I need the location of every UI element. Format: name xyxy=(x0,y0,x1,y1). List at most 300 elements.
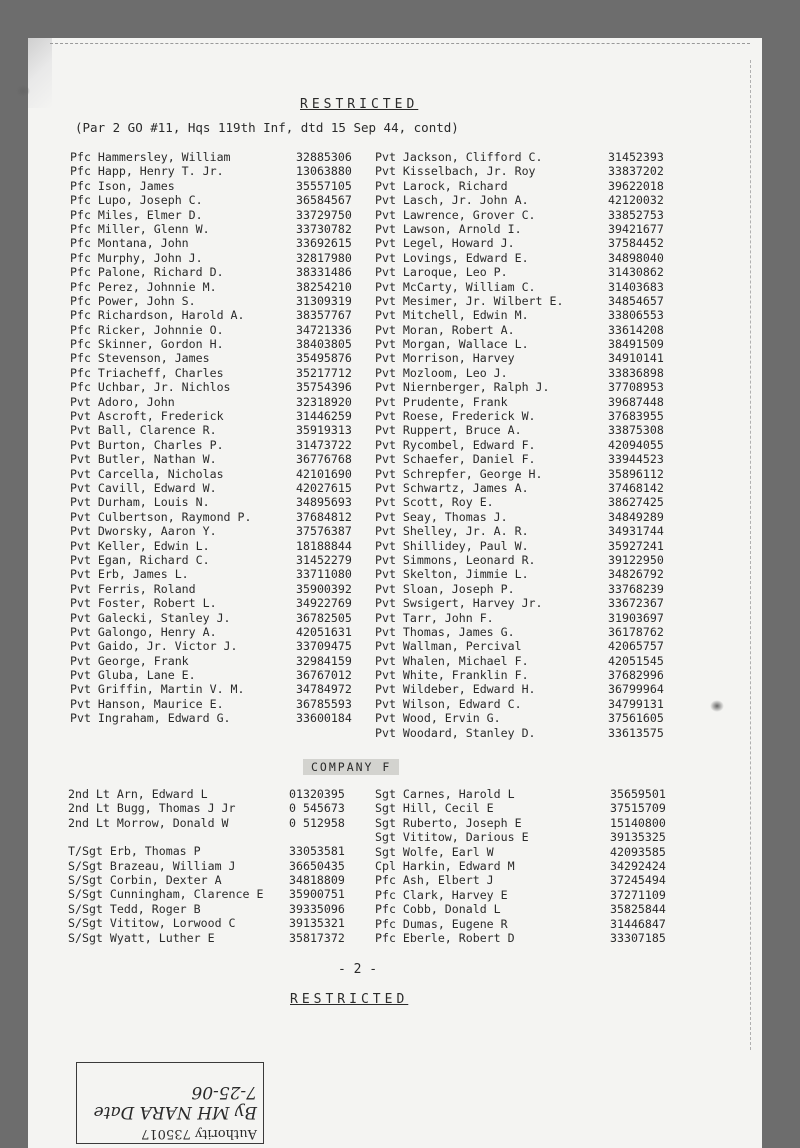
page-number: - 2 - xyxy=(338,962,378,977)
serial-number: 37271109 xyxy=(610,887,666,902)
soldier-name: Pvt Foster, Robert L. xyxy=(70,596,217,611)
soldier-name: Pvt Legel, Howard J. xyxy=(375,236,515,251)
roster-entry xyxy=(70,438,370,452)
serial-number: 35900392 xyxy=(296,581,352,596)
roster-entry xyxy=(70,481,370,495)
serial-number: 31903697 xyxy=(608,610,664,625)
soldier-name: Pvt Butler, Nathan W. xyxy=(70,452,217,467)
roster-entry xyxy=(70,682,370,696)
soldier-name: Pvt Schwartz, James A. xyxy=(375,480,529,495)
roster-entry xyxy=(68,902,368,916)
soldier-name: Pvt Kisselbach, Jr. Roy xyxy=(375,164,536,179)
serial-number: 38254210 xyxy=(296,279,352,294)
ink-blot xyxy=(16,85,30,97)
roster-entry xyxy=(375,582,675,596)
soldier-name: Pvt Wilson, Edward C. xyxy=(375,696,522,711)
serial-number: 42051631 xyxy=(296,624,352,639)
roster-entry xyxy=(375,787,675,801)
soldier-name: Pvt Simmons, Leonard R. xyxy=(375,552,536,567)
soldier-name: S/Sgt Vititow, Lorwood C xyxy=(68,916,236,931)
roster-entry xyxy=(70,596,370,610)
roster-entry xyxy=(375,423,675,437)
soldier-name: Pvt Prudente, Frank xyxy=(375,394,508,409)
soldier-name: Pvt Jackson, Clifford C. xyxy=(375,150,543,164)
serial-number: 33711080 xyxy=(296,567,352,582)
serial-number: 34898040 xyxy=(608,250,664,265)
soldier-name: Pvt Laroque, Leo P. xyxy=(375,265,508,280)
serial-number: 33944523 xyxy=(608,452,664,467)
roster-entry xyxy=(375,816,675,830)
serial-number: 32885306 xyxy=(296,150,352,164)
roster-entry xyxy=(375,193,675,207)
soldier-name: Pfc Stevenson, James xyxy=(70,351,210,366)
serial-number: 42051545 xyxy=(608,653,664,668)
serial-number: 31452279 xyxy=(296,552,352,567)
serial-number: 34931744 xyxy=(608,524,664,539)
serial-number: 32984159 xyxy=(296,653,352,668)
soldier-name: Sgt Hill, Cecil E xyxy=(375,801,494,816)
serial-number: 37584452 xyxy=(608,236,664,251)
roster-entry xyxy=(375,888,675,902)
roster-entry xyxy=(375,639,675,653)
roster-entry xyxy=(375,179,675,193)
soldier-name: Pvt Wallman, Percival xyxy=(375,639,522,654)
serial-number: 34910141 xyxy=(608,351,664,366)
serial-number: 33729750 xyxy=(296,207,352,222)
roster-entry xyxy=(375,539,675,553)
serial-number: 38357767 xyxy=(296,308,352,323)
serial-number: 35817372 xyxy=(289,930,345,945)
roster-entry xyxy=(375,236,675,250)
serial-number: 36785593 xyxy=(296,696,352,711)
declassification-stamp xyxy=(76,1062,264,1144)
roster-entry xyxy=(375,380,675,394)
serial-number: 35919313 xyxy=(296,423,352,438)
soldier-name: Pvt Culbertson, Raymond P. xyxy=(70,509,252,524)
soldier-name: Pfc Uchbar, Jr. Nichlos xyxy=(70,380,231,395)
serial-number: 18188844 xyxy=(296,538,352,553)
soldier-name: Pvt Ferris, Roland xyxy=(70,581,196,596)
serial-number: 39135325 xyxy=(610,830,666,845)
soldier-name: Pvt Rycombel, Edward F. xyxy=(375,437,536,452)
roster-entry xyxy=(70,265,370,279)
roster-entry xyxy=(375,164,675,178)
company-heading: COMPANY F xyxy=(303,759,399,775)
roster-entry xyxy=(68,830,368,844)
roster-entry xyxy=(70,510,370,524)
serial-number: 42101690 xyxy=(296,466,352,481)
soldier-name: Pvt Tarr, John F. xyxy=(375,610,494,625)
soldier-name: Pfc Ash, Elbert J xyxy=(375,873,494,888)
serial-number: 37468142 xyxy=(608,480,664,495)
restricted-header: RESTRICTED xyxy=(300,97,419,112)
roster-entry xyxy=(70,668,370,682)
soldier-name: Pvt Morrison, Harvey xyxy=(375,351,515,366)
roster-entry xyxy=(375,208,675,222)
serial-number: 31430862 xyxy=(608,265,664,280)
roster-entry xyxy=(375,611,675,625)
roster-entry xyxy=(375,726,675,740)
roster-entry xyxy=(375,481,675,495)
serial-number: 37515709 xyxy=(610,801,666,816)
serial-number: 34922769 xyxy=(296,596,352,611)
soldier-name: Pvt Shelley, Jr. A. R. xyxy=(375,524,529,539)
soldier-name: Pvt Keller, Edwin L. xyxy=(70,538,210,553)
roster-entry xyxy=(375,467,675,481)
serial-number: 34799131 xyxy=(608,696,664,711)
serial-number: 36178762 xyxy=(608,624,664,639)
soldier-name: Pvt Ingraham, Edward G. xyxy=(70,711,231,726)
serial-number: 35900751 xyxy=(289,887,345,902)
soldier-name: Pvt Niernberger, Ralph J. xyxy=(375,380,550,395)
roster-entry xyxy=(375,682,675,696)
soldier-name: Pvt Skelton, Jimmie L. xyxy=(375,567,529,582)
soldier-name: Pvt Shillidey, Paul W. xyxy=(375,538,529,553)
right-border xyxy=(750,60,751,1050)
roster-entry xyxy=(375,902,675,916)
serial-number: 42065757 xyxy=(608,639,664,654)
serial-number: 39421677 xyxy=(608,221,664,236)
serial-number: 34854657 xyxy=(608,293,664,308)
serial-number: 36650435 xyxy=(289,858,345,873)
serial-number: 42093585 xyxy=(610,844,666,859)
soldier-name: Pvt Schaefer, Daniel F. xyxy=(375,452,536,467)
roster-entry xyxy=(375,654,675,668)
soldier-name: Pvt Wildeber, Edward H. xyxy=(375,682,536,697)
order-reference: (Par 2 GO #11, Hqs 119th Inf, dtd 15 Sep 44, contd) xyxy=(75,120,459,135)
roster-entry xyxy=(375,395,675,409)
roster-entry xyxy=(70,351,370,365)
soldier-name: Pfc Ricker, Johnnie O. xyxy=(70,322,224,337)
soldier-name: T/Sgt Erb, Thomas P xyxy=(68,844,201,859)
roster-entry xyxy=(70,208,370,222)
company-right-column xyxy=(375,787,675,945)
soldier-name: Pvt George, Frank xyxy=(70,653,189,668)
soldier-name: Pvt Egan, Richard C. xyxy=(70,552,210,567)
roster-entry xyxy=(375,596,675,610)
soldier-name: Sgt Carnes, Harold L xyxy=(375,787,515,801)
soldier-name: Sgt Vititow, Darious E xyxy=(375,830,529,845)
roster-entry xyxy=(70,308,370,322)
roster-entry xyxy=(70,639,370,653)
serial-number: 35754396 xyxy=(296,380,352,395)
serial-number: 13063880 xyxy=(296,164,352,179)
serial-number: 35217712 xyxy=(296,365,352,380)
roster-entry xyxy=(375,495,675,509)
serial-number: 31309319 xyxy=(296,293,352,308)
roster-entry xyxy=(375,711,675,725)
serial-number: 0 512958 xyxy=(289,815,345,830)
soldier-name: Pfc Richardson, Harold A. xyxy=(70,308,245,323)
soldier-name: 2nd Lt Arn, Edward L xyxy=(68,787,208,801)
serial-number: 38491509 xyxy=(608,337,664,352)
roster-entry xyxy=(70,294,370,308)
serial-number: 33806553 xyxy=(608,308,664,323)
top-border xyxy=(50,43,750,44)
roster-entry xyxy=(375,308,675,322)
roster-entry xyxy=(375,524,675,538)
roster-entry xyxy=(70,654,370,668)
serial-number: 39335096 xyxy=(289,901,345,916)
roster-entry xyxy=(70,395,370,409)
soldier-name: Pvt Adoro, John xyxy=(70,394,175,409)
roster-entry xyxy=(70,236,370,250)
serial-number: 33709475 xyxy=(296,639,352,654)
roster-entry xyxy=(68,916,368,930)
roster-entry xyxy=(68,873,368,887)
serial-number: 32817980 xyxy=(296,250,352,265)
soldier-name: Pvt Scott, Roy E. xyxy=(375,495,494,510)
roster-entry xyxy=(375,873,675,887)
roster-entry xyxy=(70,179,370,193)
roster-entry xyxy=(375,697,675,711)
serial-number: 31452393 xyxy=(608,150,664,164)
serial-number: 42027615 xyxy=(296,480,352,495)
soldier-name: Pvt Lawrence, Grover C. xyxy=(375,207,536,222)
serial-number: 31446259 xyxy=(296,409,352,424)
roster-entry xyxy=(68,887,368,901)
soldier-name: Pfc Clark, Harvey E xyxy=(375,887,508,902)
soldier-name: Pfc Triacheff, Charles xyxy=(70,365,224,380)
roster-entry xyxy=(375,351,675,365)
roster-entry xyxy=(375,801,675,815)
roster-entry xyxy=(375,251,675,265)
soldier-name: Pvt Whalen, Michael F. xyxy=(375,653,529,668)
serial-number: 31473722 xyxy=(296,437,352,452)
soldier-name: Pvt Moran, Robert A. xyxy=(375,322,515,337)
soldier-name: S/Sgt Wyatt, Luther E xyxy=(68,930,215,945)
roster-entry xyxy=(70,409,370,423)
serial-number: 34292424 xyxy=(610,858,666,873)
soldier-name: Pfc Hammersley, William xyxy=(70,150,231,164)
soldier-name: Pvt Gaido, Jr. Victor J. xyxy=(70,639,238,654)
serial-number: 35659501 xyxy=(610,787,666,801)
serial-number: 33614208 xyxy=(608,322,664,337)
roster-entry xyxy=(375,510,675,524)
roster-entry xyxy=(375,845,675,859)
roster-entry xyxy=(375,567,675,581)
soldier-name: Pvt Galongo, Henry A. xyxy=(70,624,217,639)
serial-number: 33836898 xyxy=(608,365,664,380)
serial-number: 38403805 xyxy=(296,337,352,352)
soldier-name: Pvt Cavill, Edward W. xyxy=(70,480,217,495)
roster-entry xyxy=(70,625,370,639)
roster-entry xyxy=(70,366,370,380)
serial-number: 35495876 xyxy=(296,351,352,366)
roster-entry xyxy=(375,323,675,337)
serial-number: 37684812 xyxy=(296,509,352,524)
soldier-name: Pvt Lasch, Jr. John A. xyxy=(375,193,529,208)
serial-number: 34849289 xyxy=(608,509,664,524)
serial-number: 34784972 xyxy=(296,682,352,697)
roster-entry xyxy=(375,150,675,164)
stamp-authority: Authority 735017 xyxy=(141,1126,257,1141)
roster-entry xyxy=(375,337,675,351)
soldier-name: Pvt Durham, Louis N. xyxy=(70,495,210,510)
roster-entry xyxy=(70,452,370,466)
roster-entry xyxy=(375,294,675,308)
roster-entry xyxy=(70,193,370,207)
serial-number: 42120032 xyxy=(608,193,664,208)
serial-number: 35896112 xyxy=(608,466,664,481)
soldier-name: Pvt Schrepfer, George H. xyxy=(375,466,543,481)
soldier-name: Pfc Skinner, Gordon H. xyxy=(70,337,224,352)
serial-number: 42094055 xyxy=(608,437,664,452)
soldier-name: 2nd Lt Morrow, Donald W xyxy=(68,815,229,830)
soldier-name: Pvt Lovings, Edward E. xyxy=(375,250,529,265)
soldier-name: Pvt Burton, Charles P. xyxy=(70,437,224,452)
soldier-name: Pvt Larock, Richard xyxy=(375,178,508,193)
serial-number: 39622018 xyxy=(608,178,664,193)
serial-number: 37708953 xyxy=(608,380,664,395)
roster-entry xyxy=(70,553,370,567)
soldier-name: Pvt Swsigert, Harvey Jr. xyxy=(375,596,543,611)
roster-entry xyxy=(70,251,370,265)
soldier-name: Pvt Mozloom, Leo J. xyxy=(375,365,508,380)
serial-number: 36776768 xyxy=(296,452,352,467)
serial-number: 38627425 xyxy=(608,495,664,510)
roster-entry xyxy=(70,323,370,337)
soldier-name: S/Sgt Cunningham, Clarence E xyxy=(68,887,264,902)
soldier-name: Sgt Ruberto, Joseph E xyxy=(375,815,522,830)
serial-number: 36799964 xyxy=(608,682,664,697)
roster-entry xyxy=(375,553,675,567)
serial-number: 36782505 xyxy=(296,610,352,625)
soldier-name: Pvt Woodard, Stanley D. xyxy=(375,725,536,740)
serial-number: 37576387 xyxy=(296,524,352,539)
serial-number: 33307185 xyxy=(610,930,666,945)
folded-corner xyxy=(28,38,52,108)
serial-number: 15140800 xyxy=(610,815,666,830)
roster-entry xyxy=(375,931,675,945)
soldier-name: Pvt Lawson, Arnold I. xyxy=(375,221,522,236)
serial-number: 33613575 xyxy=(608,725,664,740)
soldier-name: Pvt Ball, Clarence R. xyxy=(70,423,217,438)
roster-entry xyxy=(375,625,675,639)
soldier-name: Sgt Wolfe, Earl W xyxy=(375,844,494,859)
serial-number: 01320395 xyxy=(289,787,345,801)
serial-number: 37561605 xyxy=(608,711,664,726)
serial-number: 33672367 xyxy=(608,596,664,611)
soldier-name: Pfc Miles, Elmer D. xyxy=(70,207,203,222)
ink-blot xyxy=(710,700,724,712)
roster-entry xyxy=(70,380,370,394)
stamp-by-line: By MH NARA Date 7-25-06 xyxy=(93,1082,257,1122)
soldier-name: Pvt Gluba, Lane E. xyxy=(70,668,196,683)
soldier-name: Pfc Perez, Johnnie M. xyxy=(70,279,217,294)
soldier-name: Pvt Galecki, Stanley J. xyxy=(70,610,231,625)
roster-entry xyxy=(68,931,368,945)
roster-entry xyxy=(70,423,370,437)
soldier-name: Pvt Sloan, Joseph P. xyxy=(375,581,515,596)
restricted-footer: RESTRICTED xyxy=(290,992,409,1007)
serial-number: 35557105 xyxy=(296,178,352,193)
roster-entry xyxy=(70,164,370,178)
serial-number: 37683955 xyxy=(608,409,664,424)
serial-number: 35825844 xyxy=(610,902,666,917)
soldier-name: Pfc Eberle, Robert D xyxy=(375,930,515,945)
roster-entry xyxy=(70,567,370,581)
soldier-name: Pfc Montana, John xyxy=(70,236,189,251)
roster-entry xyxy=(70,524,370,538)
serial-number: 39687448 xyxy=(608,394,664,409)
roster-entry xyxy=(68,816,368,830)
serial-number: 33730782 xyxy=(296,221,352,236)
soldier-name: S/Sgt Corbin, Dexter A xyxy=(68,872,222,887)
roster-entry xyxy=(68,859,368,873)
serial-number: 33053581 xyxy=(289,844,345,859)
soldier-name: Pfc Happ, Henry T. Jr. xyxy=(70,164,224,179)
roster-entry xyxy=(70,697,370,711)
serial-number: 39122950 xyxy=(608,552,664,567)
roster-entry xyxy=(375,366,675,380)
soldier-name: Pvt Dworsky, Aaron Y. xyxy=(70,524,217,539)
roster-entry xyxy=(375,280,675,294)
serial-number: 38331486 xyxy=(296,265,352,280)
soldier-name: 2nd Lt Bugg, Thomas J Jr xyxy=(68,801,236,816)
soldier-name: Pfc Power, John S. xyxy=(70,293,196,308)
roster-entry xyxy=(70,711,370,725)
roster-entry xyxy=(375,830,675,844)
roster-entry xyxy=(70,611,370,625)
serial-number: 34895693 xyxy=(296,495,352,510)
soldier-name: Pvt Erb, James L. xyxy=(70,567,189,582)
soldier-name: Pfc Miller, Glenn W. xyxy=(70,221,210,236)
serial-number: 33837202 xyxy=(608,164,664,179)
roster-entry xyxy=(375,265,675,279)
roster-right-column xyxy=(375,150,675,740)
serial-number: 33852753 xyxy=(608,207,664,222)
roster-entry xyxy=(70,495,370,509)
soldier-name: Pfc Murphy, John J. xyxy=(70,250,203,265)
serial-number: 34721336 xyxy=(296,322,352,337)
roster-entry xyxy=(375,409,675,423)
roster-entry xyxy=(70,280,370,294)
soldier-name: Pfc Palone, Richard D. xyxy=(70,265,224,280)
roster-entry xyxy=(70,539,370,553)
serial-number: 36767012 xyxy=(296,668,352,683)
roster-entry xyxy=(70,582,370,596)
company-left-column xyxy=(68,787,368,945)
serial-number: 35927241 xyxy=(608,538,664,553)
roster-entry xyxy=(375,222,675,236)
soldier-name: S/Sgt Brazeau, William J xyxy=(68,858,236,873)
soldier-name: Pvt Morgan, Wallace L. xyxy=(375,337,529,352)
soldier-name: Pvt Carcella, Nicholas xyxy=(70,466,224,481)
serial-number: 37682996 xyxy=(608,668,664,683)
serial-number: 32318920 xyxy=(296,394,352,409)
serial-number: 37245494 xyxy=(610,873,666,888)
soldier-name: Pfc Dumas, Eugene R xyxy=(375,916,508,931)
roster-entry xyxy=(375,917,675,931)
roster-entry xyxy=(70,337,370,351)
roster-entry xyxy=(68,801,368,815)
soldier-name: Pfc Lupo, Joseph C. xyxy=(70,193,203,208)
roster-entry xyxy=(375,668,675,682)
soldier-name: Pvt Mesimer, Jr. Wilbert E. xyxy=(375,293,564,308)
roster-left-column xyxy=(70,150,370,726)
serial-number: 33692615 xyxy=(296,236,352,251)
soldier-name: Pvt Mitchell, Edwin M. xyxy=(375,308,529,323)
soldier-name: Pvt Wood, Ervin G. xyxy=(375,711,501,726)
soldier-name: Pvt White, Franklin F. xyxy=(375,668,529,683)
soldier-name: Pvt Ascroft, Frederick xyxy=(70,409,224,424)
serial-number: 39135321 xyxy=(289,916,345,931)
soldier-name: Pvt Seay, Thomas J. xyxy=(375,509,508,524)
soldier-name: Pfc Cobb, Donald L xyxy=(375,902,501,917)
roster-entry xyxy=(70,150,370,164)
soldier-name: Pvt McCarty, William C. xyxy=(375,279,536,294)
